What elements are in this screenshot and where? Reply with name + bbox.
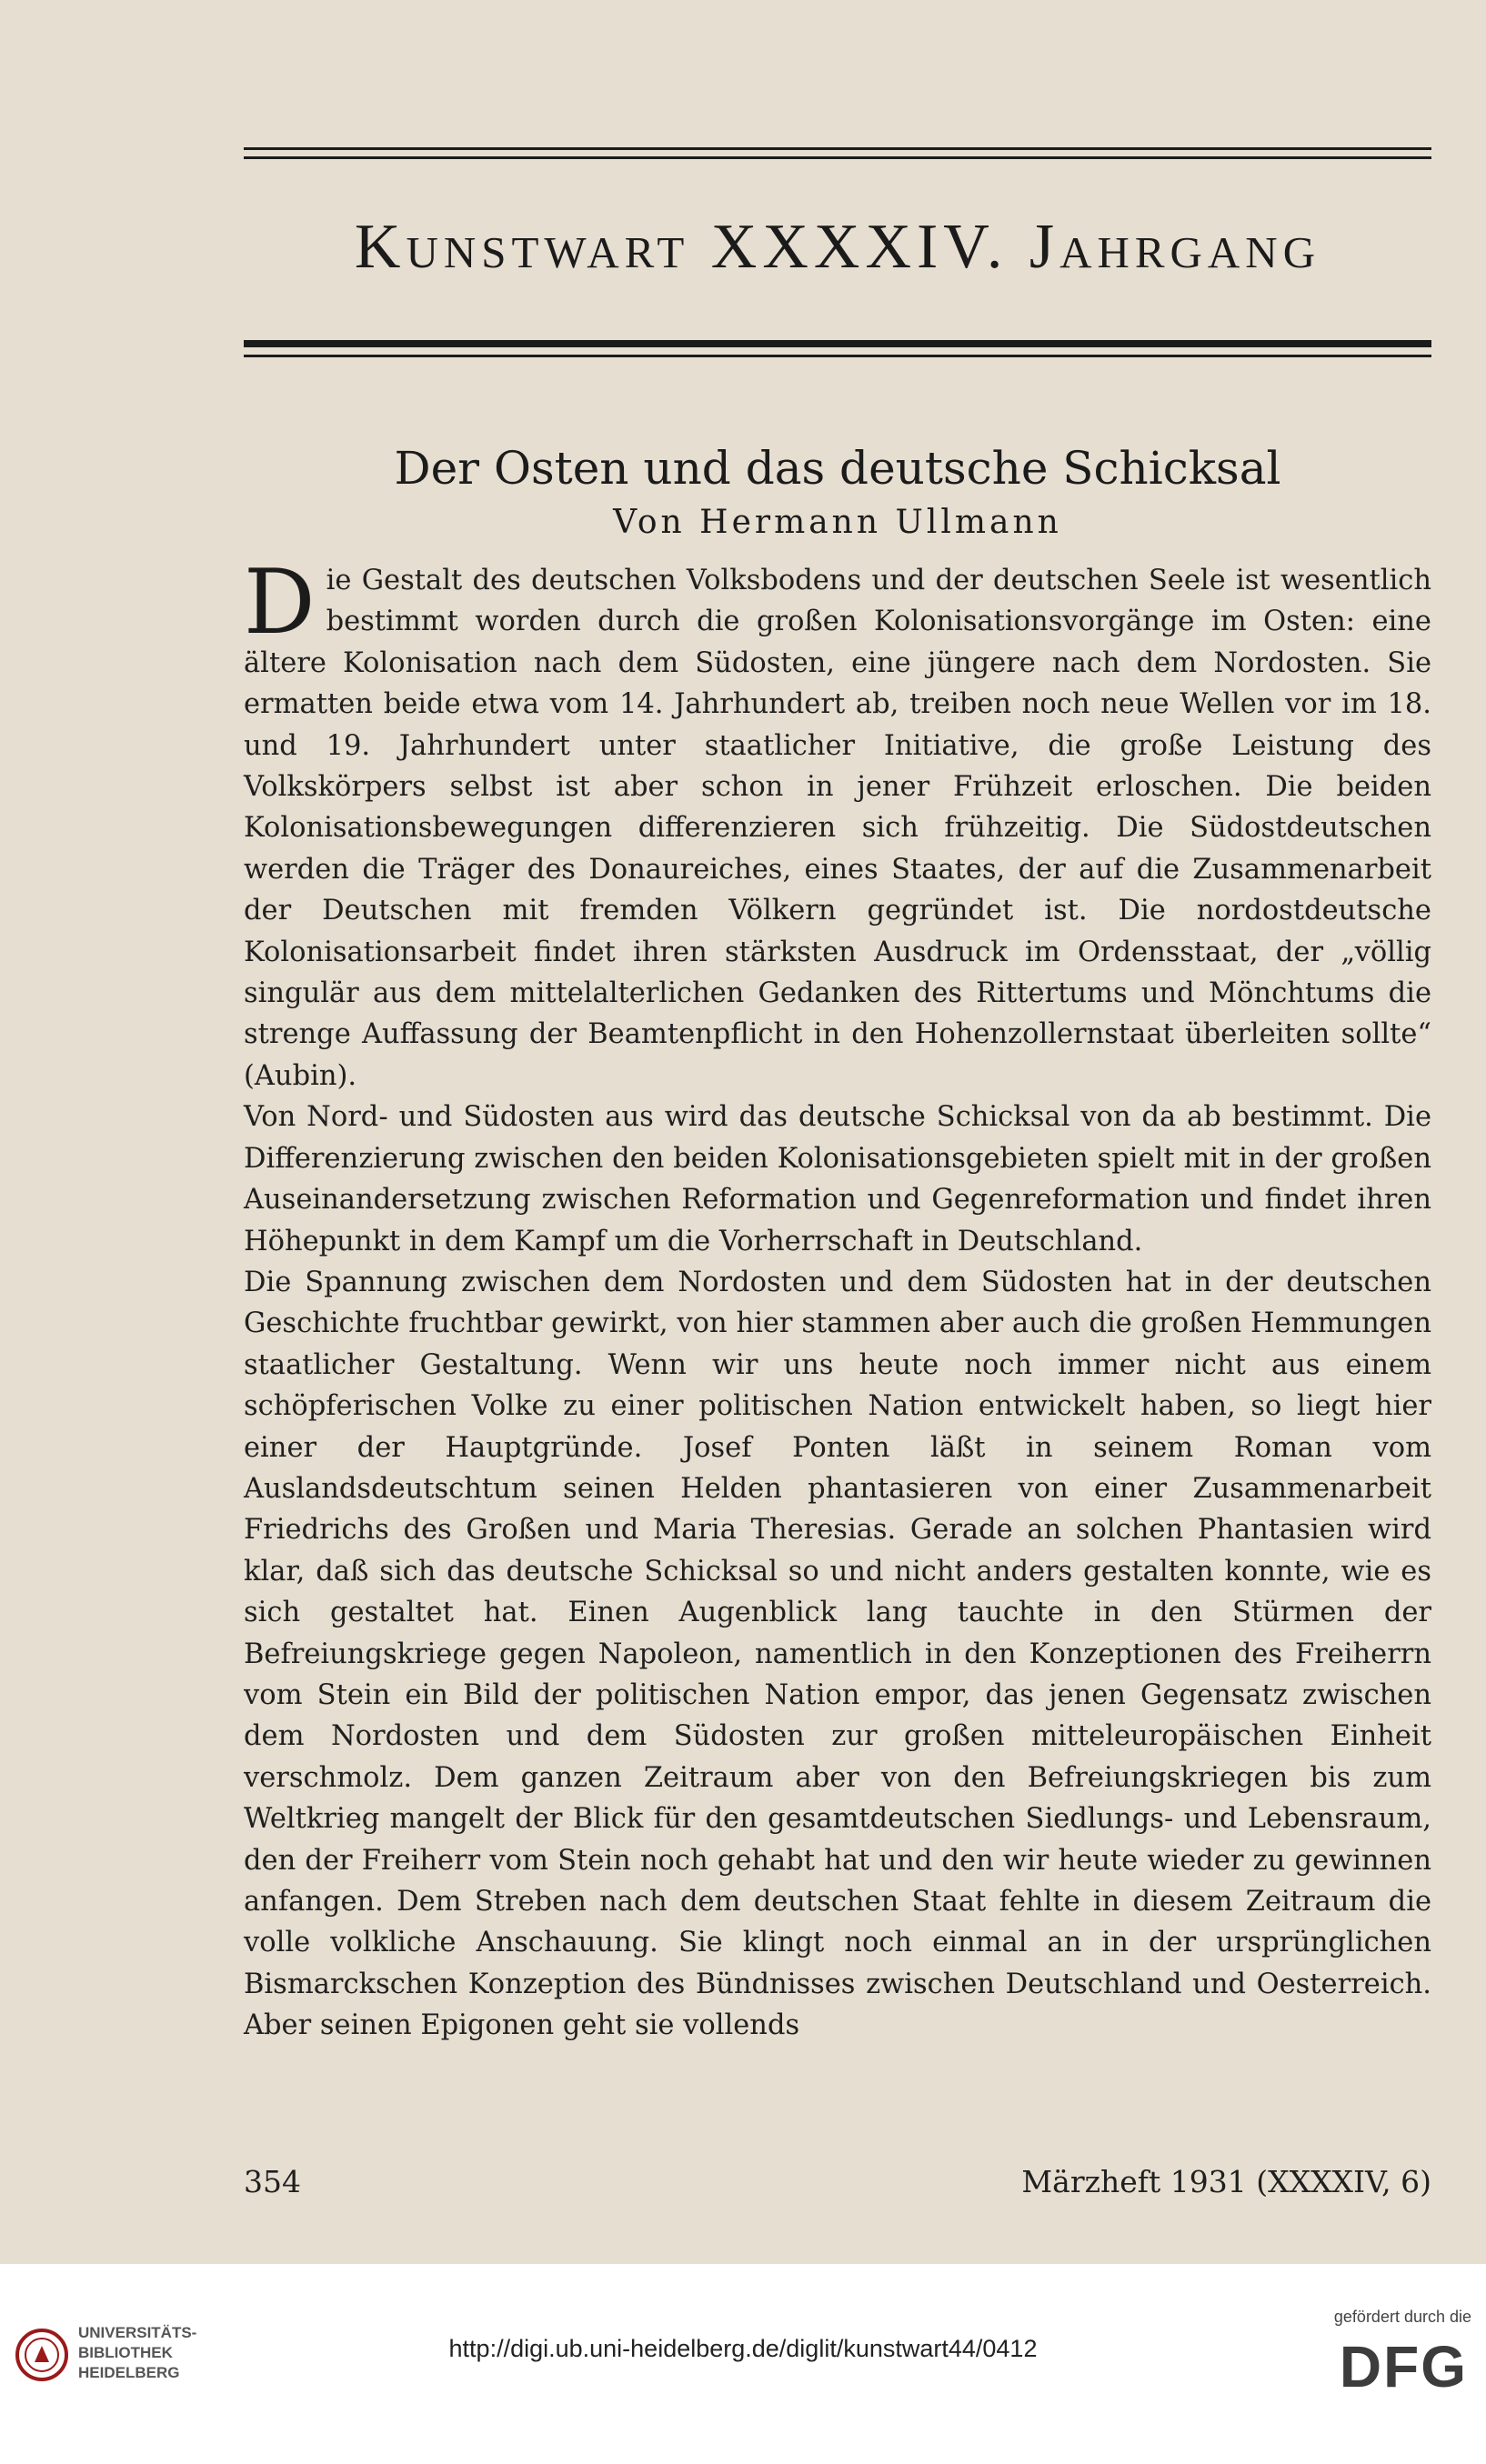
paragraph-1 — [244, 551, 1431, 1097]
institution-line: HEIDELBERG — [78, 2364, 180, 2381]
source-url-link[interactable]: http://digi.ub.uni-heidelberg.de/diglit/kunstwart44/0412 — [448, 2335, 1038, 2362]
header-rule-top-1 — [244, 147, 1431, 150]
masthead-title: Kunstwart XXXXIV. Jahrgang — [354, 212, 1321, 282]
page-footer — [244, 2164, 1431, 2209]
institution-line: BIBLIOTHEK — [78, 2344, 173, 2361]
header-rule-bottom-thin — [244, 355, 1431, 357]
dfg-logo: DFG — [1339, 2334, 1468, 2399]
funder-caption: gefördert durch die — [1333, 2308, 1471, 2326]
header-rule-bottom-thick — [244, 340, 1431, 347]
paragraph-3: Die Spannung zwischen dem Nordosten und dem Südosten hat in der deutschen Geschichte fruchtbar gewirkt, von hier stammen aber auch die großen Hemmungen staatlicher Gestaltung. Wenn wir uns heute noch immer nicht aus einem schöpferischen Volke zu einer politischen Nation entwickelt haben, so liegt hier einer der Hauptgründe. Josef Ponten läßt in seinem Roman vom Auslandsdeutschtum seinen Helden phantasieren von einer Zusammenarbeit Friedrichs des Großen und Maria Theresias. Gerade an solchen Phantasien wird klar, daß sich das deutsche Schicksal so und nicht anders gestalten konnte, wie es sich gestaltet hat. Einen Augenblick lang tauchte in den Stürmen der Befreiungskriege gegen Napoleon, namentlich in den Konzeptionen des Freiherrn vom Stein ein Bild der politischen Nation empor, das jenen Gegensatz zwischen dem Nordosten und dem Südosten zur großen mitteleuropäischen Einheit verschmolz. Dem ganzen Zeitraum aber von den Befreiungskriegen bis zum Weltkrieg mangelt der Blick für den gesamtdeutschen Siedlungs- und Lebensraum, den der Freiherr vom Stein noch gehabt hat und den wir heute wieder zu gewinnen anfangen. Dem Streben nach dem deutschen Staat fehlte in diesem Zeitraum die volle volkliche Anschauung. Sie klingt noch einmal an in der ursprünglichen Bismarckschen Konzeption des Bündnisses zwischen Deutschland und Oesterreich. Aber seinen Epigonen geht sie vollends — [244, 1266, 1431, 2042]
article-title: Der Osten und das deutsche Schicksal — [394, 442, 1281, 495]
issue-info: Märzheft 1931 (XXXXIV, 6) — [1021, 2164, 1431, 2199]
paragraph-1-text: ie Gestalt des deutschen Volksbodens und der deutschen Seele ist wesentlich bestimmt worden durch die großen Kolonisationsvorgänge im Osten: eine ältere Kolonisation nach dem Südosten, eine jüngere nach dem Nordosten. Sie ermatten beide etwa vom 14. Jahrhundert ab, treiben noch neue Wellen vor im 18. und 19. Jahrhundert unter staatlicher Initiative, die große Leistung des Volkskörpers selbst ist aber schon in jener Frühzeit erloschen. Die beiden Kolonisationsbewegungen differenzieren sich frühzeitig. Die Südostdeutschen werden die Träger des Donaureiches, eines Staates, der auf die Zusammenarbeit der Deutschen mit fremden Völkern gegründet ist. Die nordostdeutsche Kolonisationsarbeit findet ihren stärksten Ausdruck im Ordensstaat, der „völlig singulär aus dem mittelalterlichen Gedanken des Rittertums und Mönchtums die strenge Auffassung der Beamtenpflicht in den Hohenzollernstaat überleiten sollte“ (Aubin). — [244, 565, 1431, 1092]
article-body — [244, 551, 1431, 2047]
institution-line: UNIVERSITÄTS- — [78, 2324, 197, 2341]
viewer-footer-bar — [0, 2264, 1486, 2464]
drop-cap: D — [244, 551, 316, 655]
header-rule-top-2 — [244, 156, 1431, 159]
paragraph-2: Von Nord- und Südosten aus wird das deutsche Schicksal von da ab bestimmt. Die Differenzierung zwischen den beiden Kolonisationsgebieten spielt mit in der großen Auseinandersetzung zwischen Reformation und Gegenreformation und findet ihren Höhepunkt in dem Kampf um die Vorherrschaft in Deutschland. — [244, 1101, 1431, 1257]
page-number: 354 — [244, 2164, 301, 2199]
article-byline: Von Hermann Ullmann — [613, 504, 1062, 541]
